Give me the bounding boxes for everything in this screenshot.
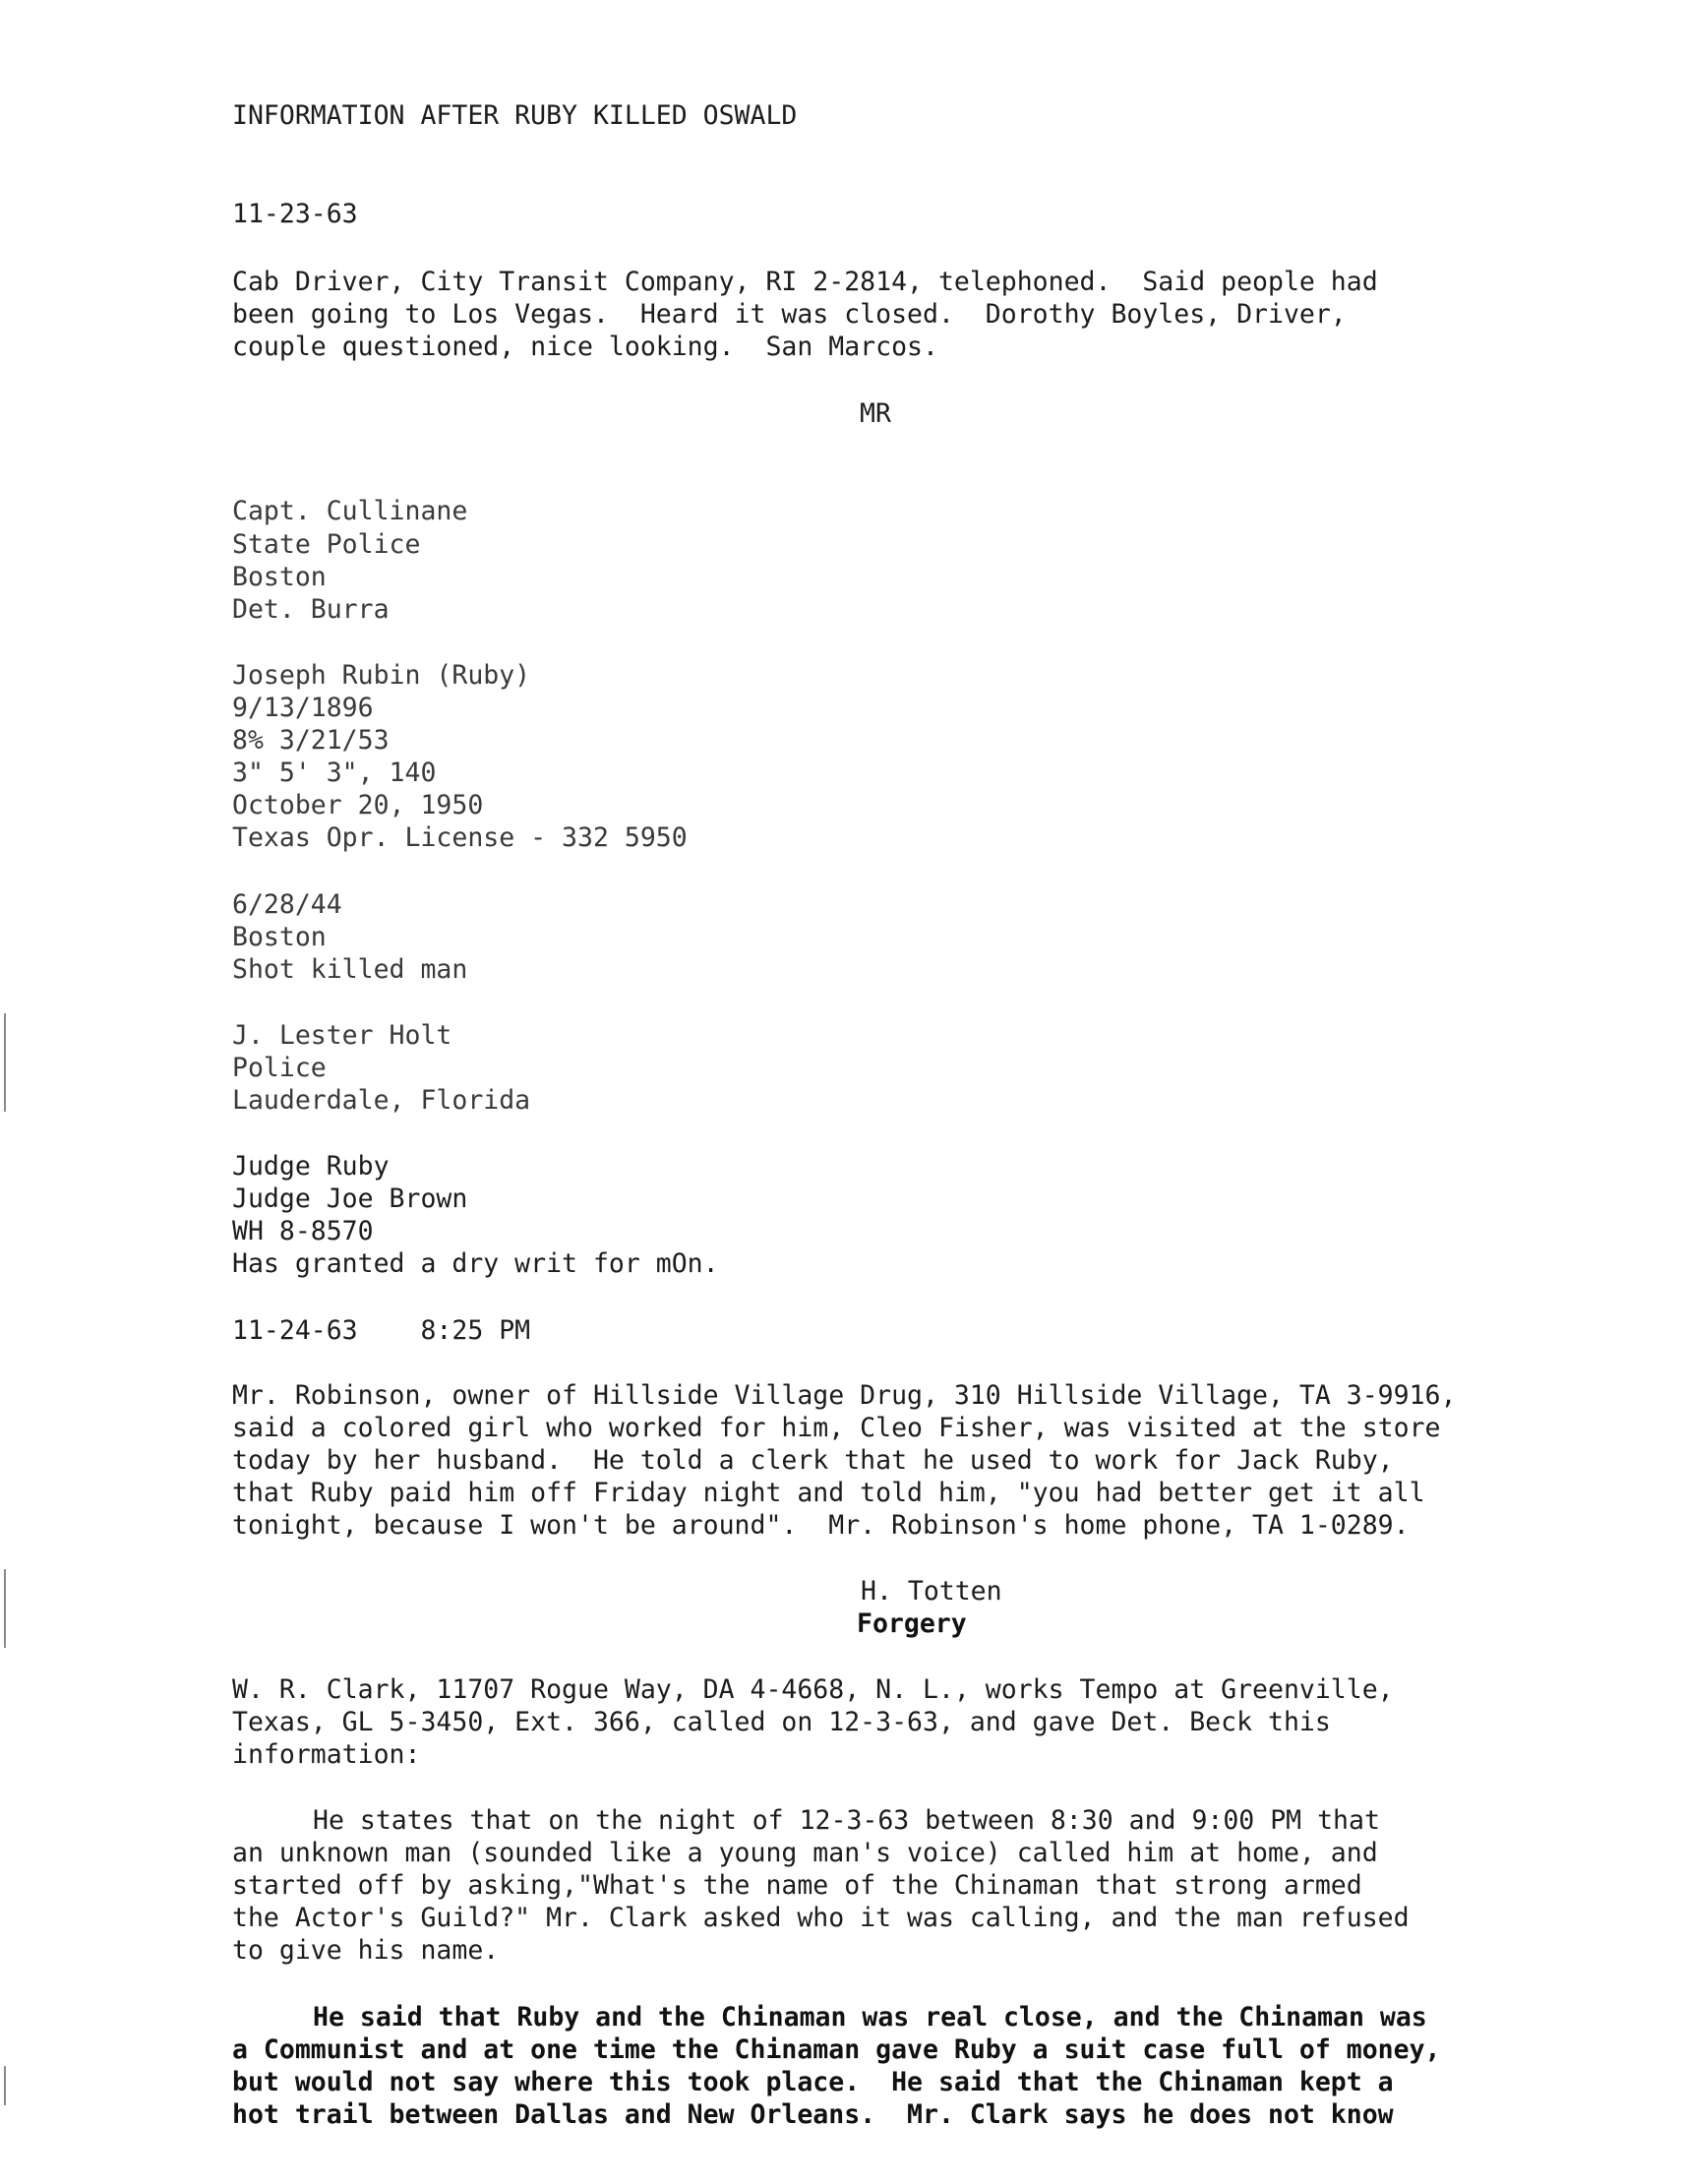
clark-statement-line: to give his name. bbox=[232, 1935, 500, 1966]
contact-line: Boston bbox=[232, 922, 327, 952]
margin-mark bbox=[4, 1569, 6, 1648]
document-title: INFORMATION AFTER RUBY KILLED OSWALD bbox=[232, 100, 798, 131]
robinson-line: Mr. Robinson, owner of Hillside Village Drug, 310 Hillside Village, TA 3-9916, bbox=[232, 1380, 1457, 1411]
clark-statement-line: He states that on the night of 12-3-63 between 8:30 and 9:00 PM that bbox=[313, 1805, 1380, 1836]
contact-line: October 20, 1950 bbox=[232, 790, 484, 820]
contact-line: 6/28/44 bbox=[232, 889, 342, 920]
contact-line: Has granted a dry writ for mOn. bbox=[232, 1248, 719, 1279]
robinson-line: that Ruby paid him off Friday night and told him, "you had better get it all bbox=[232, 1478, 1425, 1508]
clark-intro-line: W. R. Clark, 11707 Rogue Way, DA 4-4668, N. L., works Tempo at Greenville, bbox=[232, 1674, 1394, 1705]
contact-line: J. Lester Holt bbox=[232, 1020, 452, 1051]
contact-line: 3" 5' 3", 140 bbox=[232, 758, 437, 788]
clark-intro-line: information: bbox=[232, 1739, 421, 1770]
cab-driver-line: Cab Driver, City Transit Company, RI 2-2814, telephoned. Said people had bbox=[232, 267, 1378, 297]
contact-line: Boston bbox=[232, 562, 327, 592]
clark-statement-line: an unknown man (sounded like a young man's voice) called him at home, and bbox=[232, 1838, 1378, 1868]
contact-line: Capt. Cullinane bbox=[232, 496, 468, 526]
cab-driver-line: been going to Los Vegas. Heard it was closed. Dorothy Boyles, Driver, bbox=[232, 299, 1347, 330]
contact-line: Det. Burra bbox=[232, 594, 390, 625]
signature-department: Forgery bbox=[857, 1608, 967, 1639]
robinson-line: today by her husband. He told a clerk that he used to work for Jack Ruby, bbox=[232, 1445, 1394, 1476]
clark-statement-line: the Actor's Guild?" Mr. Clark asked who it was calling, and the man refused bbox=[232, 1903, 1410, 1933]
signature-name: H. Totten bbox=[861, 1576, 1002, 1607]
entry-date: 11-23-63 bbox=[232, 199, 358, 229]
contact-line: Lauderdale, Florida bbox=[232, 1085, 531, 1116]
clark-followup-line: but would not say where this took place. He said that the Chinaman kept a bbox=[232, 2067, 1394, 2097]
entry-date: 11-24-63 8:25 PM bbox=[232, 1315, 531, 1346]
robinson-line: said a colored girl who worked for him, Cleo Fisher, was visited at the store bbox=[232, 1413, 1441, 1443]
contact-line: 8% 3/21/53 bbox=[232, 725, 390, 756]
clark-intro-line: Texas, GL 5-3450, Ext. 366, called on 12-3-63, and gave Det. Beck this bbox=[232, 1707, 1331, 1737]
contact-line: Judge Joe Brown bbox=[232, 1183, 468, 1214]
cab-driver-line: couple questioned, nice looking. San Marcos. bbox=[232, 332, 938, 362]
clark-statement-line: started off by asking,"What's the name of the Chinaman that strong armed bbox=[232, 1870, 1362, 1901]
contact-line: Texas Opr. License - 332 5950 bbox=[232, 822, 688, 853]
margin-mark bbox=[4, 1013, 6, 1112]
initials: MR bbox=[860, 398, 891, 429]
clark-followup-line: hot trail between Dallas and New Orleans. Mr. Clark says he does not know bbox=[232, 2099, 1394, 2130]
contact-line: State Police bbox=[232, 529, 421, 560]
contact-line: 9/13/1896 bbox=[232, 693, 374, 723]
robinson-line: tonight, because I won't be around". Mr. Robinson's home phone, TA 1-0289. bbox=[232, 1510, 1410, 1541]
contact-line: WH 8-8570 bbox=[232, 1216, 374, 1246]
contact-line: Joseph Rubin (Ruby) bbox=[232, 660, 531, 691]
contact-line: Judge Ruby bbox=[232, 1151, 390, 1182]
contact-line: Shot killed man bbox=[232, 954, 468, 985]
margin-mark bbox=[4, 2066, 6, 2105]
contact-line: Police bbox=[232, 1053, 327, 1083]
clark-followup-line: a Communist and at one time the Chinaman gave Ruby a suit case full of money, bbox=[232, 2034, 1441, 2065]
clark-followup-line: He said that Ruby and the Chinaman was real close, and the Chinaman was bbox=[313, 2002, 1427, 2032]
